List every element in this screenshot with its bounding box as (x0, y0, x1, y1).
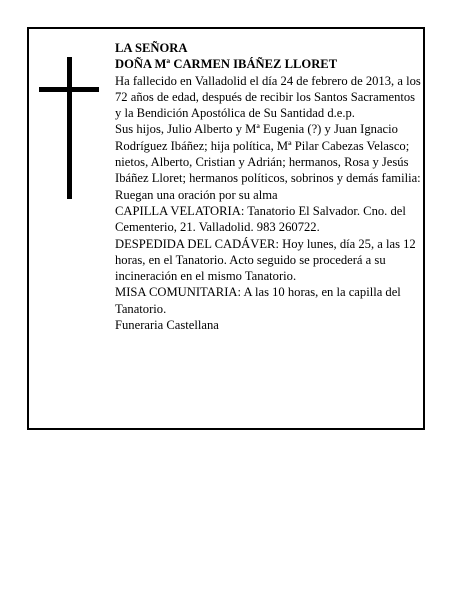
cross-icon (39, 57, 99, 199)
farewell-paragraph: DESPEDIDA DEL CADÁVER: Hoy lunes, día 25, a las 12 horas, en el Tanatorio. Acto seguido se procederá a su incineración en el mismo Tanatorio. (115, 236, 416, 284)
notice-title: LA SEÑORA (115, 41, 188, 55)
mass-paragraph: MISA COMUNITARIA: A las 10 horas, en la capilla del Tanatorio. (115, 285, 401, 316)
notice-text (115, 40, 423, 333)
family-paragraph: Sus hijos, Julio Alberto y Mª Eugenia (?) y Juan Ignacio Rodríguez Ibáñez; hija política, Mª Pilar Cabezas Velasco; nietos, Alberto, Cristian y Adrián; hermanos, Rosa y Jesús Ibáñez Lloret; hermanos políticos, sobrinos y demás familia: (115, 122, 421, 186)
obituary-notice (27, 27, 425, 430)
deceased-name: DOÑA Mª CARMEN IBÁÑEZ LLORET (115, 57, 338, 72)
death-paragraph: Ha fallecido en Valladolid el día 24 de febrero de 2013, a los 72 años de edad, después de recibir los Santos Sacramentos y la Bendición Apostólica de Su Santidad d.e.p. (115, 73, 421, 121)
funeral-home: Funeraria Castellana (115, 318, 219, 333)
prayer-line: Ruegan una oración por su alma (115, 187, 278, 202)
cross-vertical-bar (67, 57, 72, 199)
chapel-paragraph: CAPILLA VELATORIA: Tanatorio El Salvador. Cno. del Cementerio, 21. Valladolid. 983 260722. (115, 203, 406, 235)
cross-horizontal-bar (39, 87, 99, 92)
